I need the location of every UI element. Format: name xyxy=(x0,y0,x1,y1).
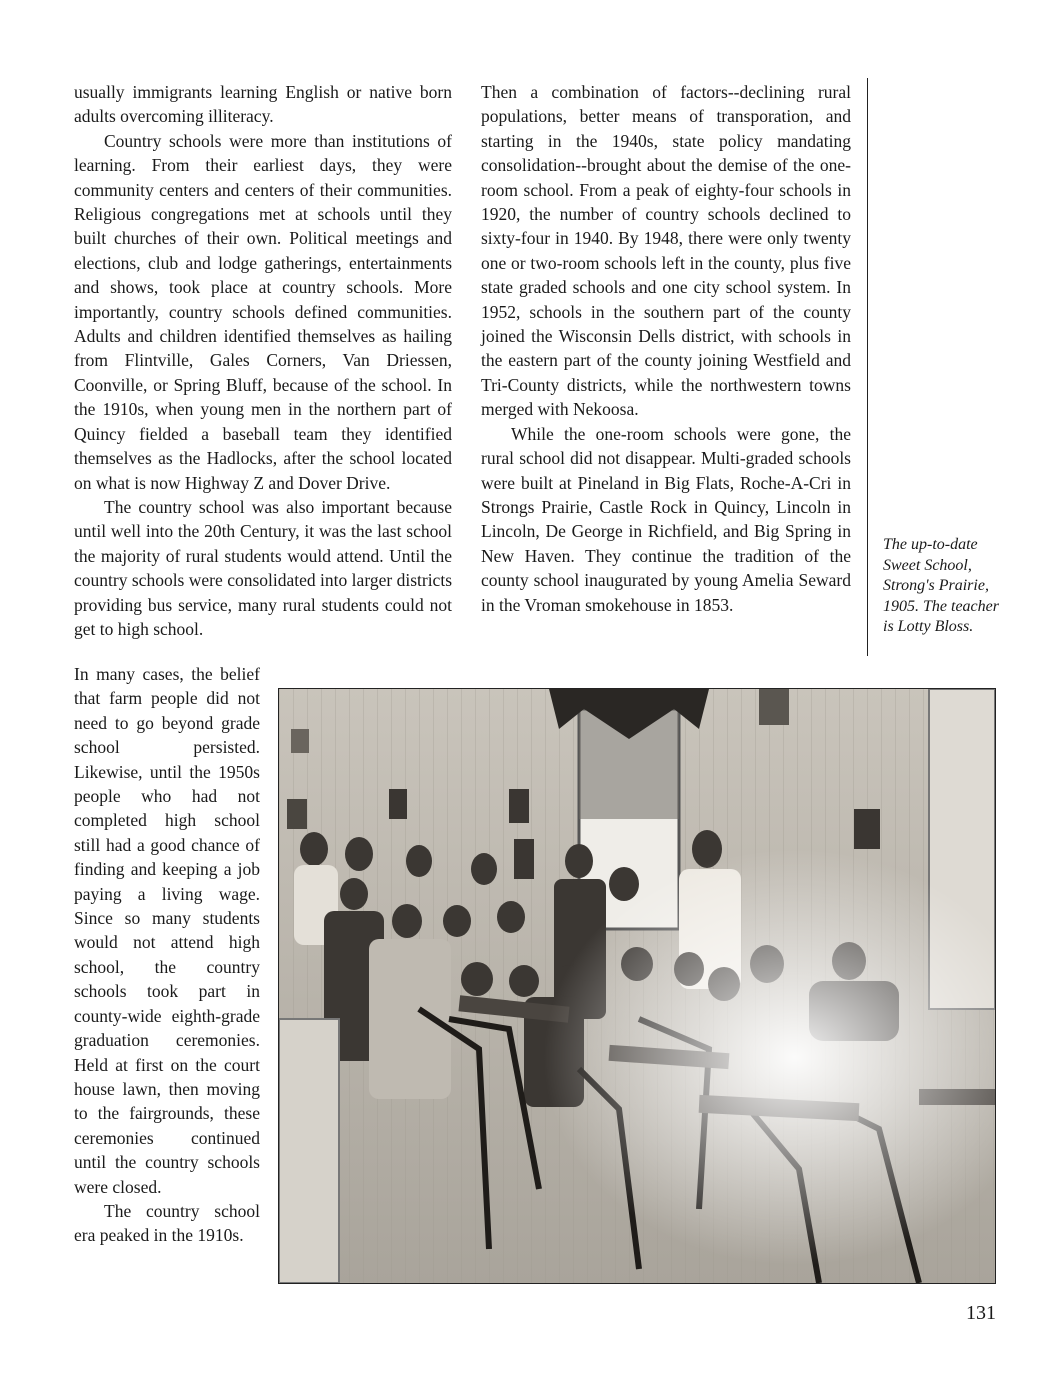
paragraph: Country schools were more than institutions of learning. From their earliest days, they were community centers and centers of their communities. Religious congregations met at schools until they built churches of their own. Political meetings and elections, club and lodge gatherings, entertainments and shows, took place at country schools. More importantly, country schools defined communities. Adults and children identified themselves as hailing from Flintville, Gales Corners, Van Driessen, Coonville, or Spring Bluff, because of the school. In the 1910s, when young men in the northern part of Quincy fielded a baseball team they identified themselves as the Hadlocks, after the school located on what is now Highway Z and Dover Drive. xyxy=(74,130,452,493)
caption-divider xyxy=(867,78,868,656)
left-column-top xyxy=(74,80,452,641)
right-column xyxy=(481,80,851,617)
classroom-photo xyxy=(278,688,996,1284)
left-column-narrow xyxy=(74,662,260,1248)
paragraph: usually immigrants learning English or native born adults overcoming illiteracy. xyxy=(74,82,452,127)
photo-caption: The up-to-date Sweet School, Strong's Prairie, 1905. The teacher is Lotty Bloss. xyxy=(883,536,999,635)
paragraph: In many cases, the belief that farm people did not need to go beyond grade school persisted. Likewise, until the 1950s people who had not completed high school still had a good chance of finding and keeping a job paying a living wage. Since so many students would not attend high school, the country schools took part in county-wide eighth-grade graduation ceremonies. Held at first on the court house lawn, then moving to the fairgrounds, these ceremonies continued until the country schools were closed. xyxy=(74,664,260,1197)
paragraph: The country school era peaked in the 1910s. xyxy=(74,1200,260,1246)
paragraph: Then a combination of factors--declining rural populations, better means of transporation, and starting in the 1940s, state policy mandating consolidation--brought about the demise of the one-room school. From a peak of eighty-four schools in 1920, the number of country schools declined to sixty-four in 1940. By 1948, there were only twenty one or two-room schools left in the county, plus five state graded schools and one city school system. In 1952, schools in the southern part of the county joined the Wisconsin Dells district, with schools in the eastern part of the county joining Westfield and Tri-County districts, while the northwestern towns merged with Nekoosa. xyxy=(481,82,851,420)
paragraph: While the one-room schools were gone, the rural school did not disappear. Multi-graded schools were built at Pineland in Big Flats, Roche-A-Cri in Strongs Prairie, Castle Rock in Quincy, Lincoln in Lincoln, De George in Richfield, and Big Spring in New Haven. They continue the tradition of the county school inaugurated by young Amelia Seward in the Vroman smokehouse in 1853. xyxy=(481,423,851,615)
paragraph: The country school was also important because until well into the 20th Century, it was the last school the majority of rural students would attend. Until the country schools were consolidated into larger districts providing bus service, many rural students could not get to high school. xyxy=(74,496,452,639)
page-number: 131 xyxy=(966,1302,996,1324)
